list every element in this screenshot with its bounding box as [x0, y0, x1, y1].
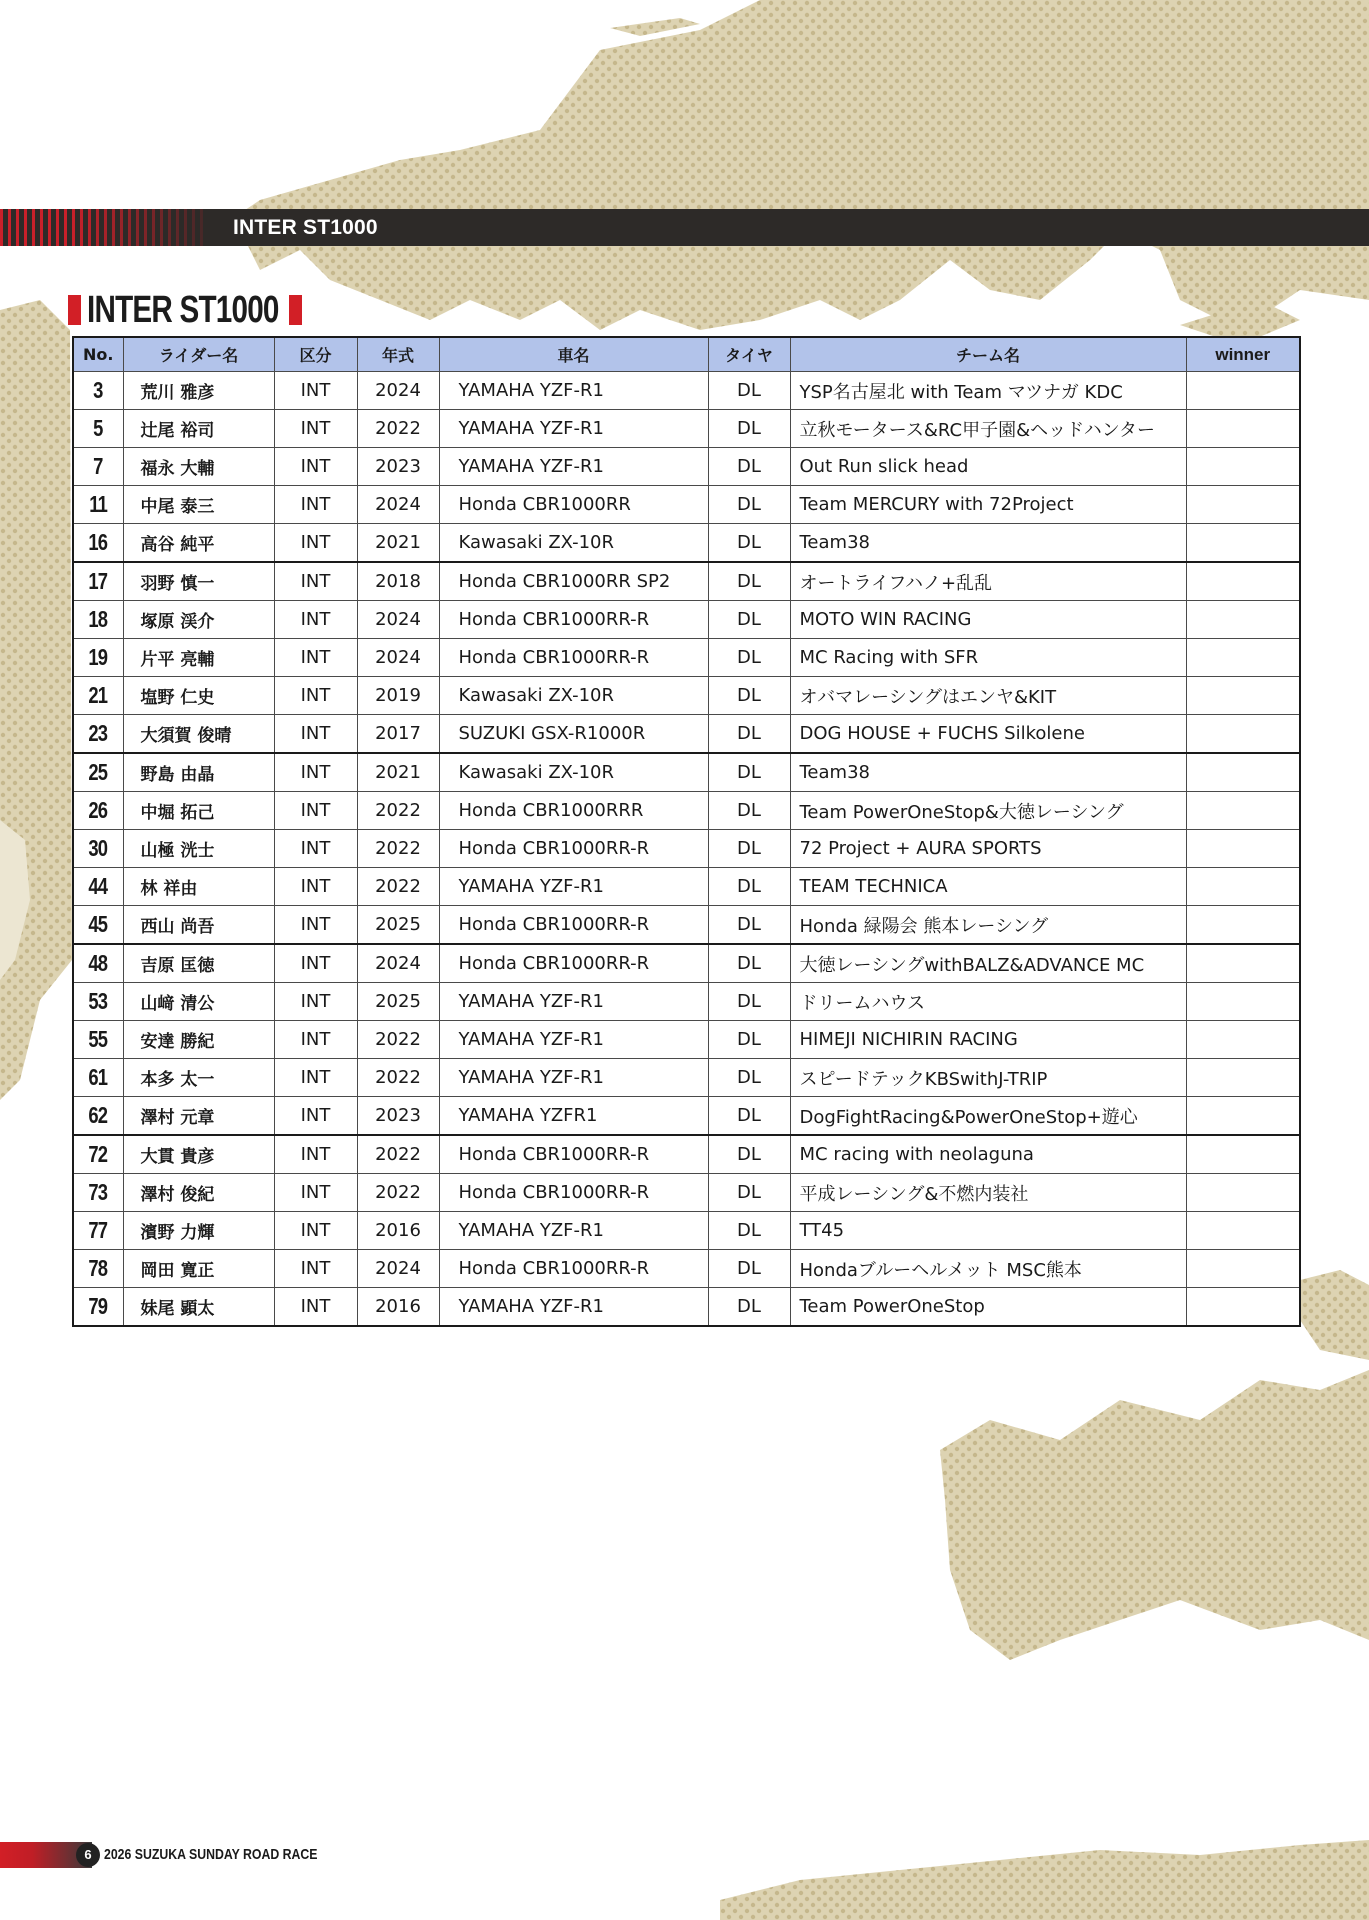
cell-rider-name: 荒川 雅彦: [123, 372, 274, 410]
cell-tire: DL: [708, 677, 790, 715]
cell-tire: DL: [708, 753, 790, 792]
cell-no: [73, 639, 123, 677]
cell-class: INT: [274, 639, 357, 677]
cell-tire: DL: [708, 983, 790, 1021]
cell-rider-name: 高谷 純平: [123, 524, 274, 563]
cell-class: INT: [274, 677, 357, 715]
cell-no: [73, 944, 123, 983]
cell-no: [73, 1250, 123, 1288]
map-landmass-bottom: [720, 1840, 1369, 1920]
cell-tire: DL: [708, 1212, 790, 1250]
cell-year: 2022: [357, 830, 439, 868]
cell-team: Team38: [790, 753, 1186, 792]
cell-machine: YAMAHA YZF-R1: [439, 1288, 708, 1327]
cell-winner: [1186, 1250, 1300, 1288]
cell-tire: DL: [708, 906, 790, 945]
cell-no-text: 55: [88, 1026, 108, 1052]
cell-no-text: 44: [88, 873, 108, 899]
cell-tire: DL: [708, 944, 790, 983]
cell-no: [73, 601, 123, 639]
cell-class: INT: [274, 715, 357, 754]
cell-no: [73, 715, 123, 754]
cell-no: [73, 486, 123, 524]
cell-year: 2021: [357, 753, 439, 792]
cell-no: [73, 1097, 123, 1136]
cell-no: [73, 792, 123, 830]
cell-no-text: 7: [93, 453, 103, 479]
cell-year: 2016: [357, 1288, 439, 1327]
cell-no: [73, 906, 123, 945]
section-title-text: INTER ST1000: [87, 288, 279, 331]
cell-tire: DL: [708, 830, 790, 868]
header-band-title: INTER ST1000: [233, 216, 378, 239]
table-row: [73, 1021, 1300, 1059]
cell-team: 大徳レーシングwithBALZ&ADVANCE MC: [790, 944, 1186, 983]
cell-no-text: 26: [88, 797, 108, 823]
cell-winner: [1186, 410, 1300, 448]
cell-team: 立秋モータース&RC甲子園&ヘッドハンター: [790, 410, 1186, 448]
cell-tire: DL: [708, 1250, 790, 1288]
cell-winner: [1186, 830, 1300, 868]
cell-team: TEAM TECHNICA: [790, 868, 1186, 906]
cell-team: オートライフハノ+乱乱: [790, 562, 1186, 601]
cell-no: [73, 983, 123, 1021]
table-row: [73, 1135, 1300, 1174]
cell-year: 2023: [357, 448, 439, 486]
cell-rider-name: 羽野 慎一: [123, 562, 274, 601]
cell-team: MC racing with neolaguna: [790, 1135, 1186, 1174]
cell-no-text: 73: [88, 1179, 108, 1205]
cell-winner: [1186, 372, 1300, 410]
header-stripes-decoration: [0, 209, 205, 246]
cell-team: DogFightRacing&PowerOneStop+遊心: [790, 1097, 1186, 1136]
cell-machine: YAMAHA YZF-R1: [439, 372, 708, 410]
entry-list-table: [72, 336, 1301, 1327]
cell-year: 2024: [357, 1250, 439, 1288]
table-row: [73, 792, 1300, 830]
cell-year: 2024: [357, 372, 439, 410]
cell-class: INT: [274, 1174, 357, 1212]
table-row: [73, 410, 1300, 448]
cell-class: INT: [274, 372, 357, 410]
table-row: [73, 868, 1300, 906]
footer-publication-title: 2026 SUZUKA SUNDAY ROAD RACE: [104, 1846, 318, 1863]
cell-no: [73, 1174, 123, 1212]
cell-rider-name: 片平 亮輔: [123, 639, 274, 677]
cell-team: Team MERCURY with 72Project: [790, 486, 1186, 524]
cell-no-text: 23: [88, 720, 108, 746]
cell-tire: DL: [708, 448, 790, 486]
cell-no-text: 16: [88, 529, 108, 555]
cell-team: スピードテックKBSwithJ-TRIP: [790, 1059, 1186, 1097]
cell-team: DOG HOUSE + FUCHS Silkolene: [790, 715, 1186, 754]
cell-rider-name: 安達 勝紀: [123, 1021, 274, 1059]
table-row: [73, 524, 1300, 563]
cell-year: 2025: [357, 906, 439, 945]
cell-rider-name: 本多 太一: [123, 1059, 274, 1097]
cell-rider-name: 澤村 俊紀: [123, 1174, 274, 1212]
cell-no: [73, 830, 123, 868]
cell-no: [73, 562, 123, 601]
table-row: [73, 1174, 1300, 1212]
cell-no-text: 18: [88, 606, 108, 632]
section-title-marker-right: [289, 295, 302, 325]
cell-year: 2023: [357, 1097, 439, 1136]
cell-winner: [1186, 601, 1300, 639]
cell-winner: [1186, 524, 1300, 563]
cell-year: 2024: [357, 944, 439, 983]
cell-no-text: 61: [88, 1064, 108, 1090]
cell-tire: DL: [708, 372, 790, 410]
cell-machine: YAMAHA YZFR1: [439, 1097, 708, 1136]
cell-class: INT: [274, 830, 357, 868]
cell-year: 2017: [357, 715, 439, 754]
cell-class: INT: [274, 562, 357, 601]
map-landmass-lower-right: [940, 1370, 1369, 1660]
cell-tire: DL: [708, 524, 790, 563]
cell-rider-name: 大須賀 俊晴: [123, 715, 274, 754]
col-header-team: チーム名: [790, 337, 1186, 372]
cell-tire: DL: [708, 1021, 790, 1059]
cell-winner: [1186, 792, 1300, 830]
cell-no: [73, 1135, 123, 1174]
cell-year: 2016: [357, 1212, 439, 1250]
cell-rider-name: 山﨑 清公: [123, 983, 274, 1021]
cell-year: 2022: [357, 410, 439, 448]
cell-class: INT: [274, 906, 357, 945]
cell-rider-name: 中尾 泰三: [123, 486, 274, 524]
cell-team: HIMEJI NICHIRIN RACING: [790, 1021, 1186, 1059]
cell-rider-name: 山極 洸士: [123, 830, 274, 868]
cell-no-text: 5: [93, 415, 103, 441]
cell-year: 2022: [357, 792, 439, 830]
cell-no: [73, 1212, 123, 1250]
cell-no-text: 77: [88, 1217, 108, 1243]
cell-rider-name: 妹尾 顕太: [123, 1288, 274, 1327]
cell-machine: Honda CBR1000RRR: [439, 792, 708, 830]
cell-year: 2019: [357, 677, 439, 715]
table-body: [73, 372, 1300, 1327]
table-row: [73, 715, 1300, 754]
cell-winner: [1186, 677, 1300, 715]
table-row: [73, 486, 1300, 524]
table-row: [73, 677, 1300, 715]
cell-machine: YAMAHA YZF-R1: [439, 868, 708, 906]
cell-machine: Honda CBR1000RR-R: [439, 1174, 708, 1212]
cell-machine: YAMAHA YZF-R1: [439, 410, 708, 448]
cell-year: 2022: [357, 1135, 439, 1174]
cell-no-text: 3: [93, 377, 103, 403]
cell-no: [73, 524, 123, 563]
cell-tire: DL: [708, 486, 790, 524]
cell-winner: [1186, 944, 1300, 983]
cell-rider-name: 塚原 渓介: [123, 601, 274, 639]
col-header-no: No.: [73, 337, 123, 372]
cell-winner: [1186, 715, 1300, 754]
col-header-year: 年式: [357, 337, 439, 372]
cell-winner: [1186, 448, 1300, 486]
cell-winner: [1186, 1097, 1300, 1136]
cell-machine: Honda CBR1000RR-R: [439, 906, 708, 945]
cell-team: Team PowerOneStop: [790, 1288, 1186, 1327]
table-row: [73, 1250, 1300, 1288]
section-title: [68, 288, 302, 332]
cell-class: INT: [274, 792, 357, 830]
cell-rider-name: 塩野 仁史: [123, 677, 274, 715]
cell-team: Honda 緑陽会 熊本レーシング: [790, 906, 1186, 945]
cell-class: INT: [274, 868, 357, 906]
cell-no-text: 53: [88, 988, 108, 1014]
table-row: [73, 1059, 1300, 1097]
cell-class: INT: [274, 1135, 357, 1174]
cell-class: INT: [274, 1212, 357, 1250]
cell-class: INT: [274, 410, 357, 448]
cell-machine: Honda CBR1000RR-R: [439, 830, 708, 868]
cell-winner: [1186, 983, 1300, 1021]
table-row: [73, 983, 1300, 1021]
cell-tire: DL: [708, 1174, 790, 1212]
cell-winner: [1186, 486, 1300, 524]
cell-no-text: 17: [88, 568, 108, 594]
cell-class: INT: [274, 944, 357, 983]
cell-machine: YAMAHA YZF-R1: [439, 1021, 708, 1059]
cell-team: オバマレーシングはエンヤ&KIT: [790, 677, 1186, 715]
cell-no-text: 78: [88, 1255, 108, 1281]
table-row: [73, 639, 1300, 677]
cell-class: INT: [274, 1288, 357, 1327]
section-title-marker-left: [68, 295, 81, 325]
cell-winner: [1186, 1021, 1300, 1059]
cell-rider-name: 西山 尚吾: [123, 906, 274, 945]
cell-machine: Honda CBR1000RR-R: [439, 1135, 708, 1174]
cell-team: TT45: [790, 1212, 1186, 1250]
col-header-machine: 車名: [439, 337, 708, 372]
cell-winner: [1186, 639, 1300, 677]
col-header-tire: タイヤ: [708, 337, 790, 372]
cell-class: INT: [274, 753, 357, 792]
cell-winner: [1186, 1174, 1300, 1212]
cell-winner: [1186, 1059, 1300, 1097]
cell-tire: DL: [708, 1135, 790, 1174]
cell-team: YSP名古屋北 with Team マツナガ KDC: [790, 372, 1186, 410]
cell-no: [73, 1021, 123, 1059]
cell-no-text: 19: [88, 644, 108, 670]
table-row: [73, 562, 1300, 601]
cell-year: 2024: [357, 639, 439, 677]
cell-no: [73, 1059, 123, 1097]
cell-winner: [1186, 1288, 1300, 1327]
cell-class: INT: [274, 1059, 357, 1097]
cell-year: 2018: [357, 562, 439, 601]
table-row: [73, 944, 1300, 983]
table-row: [73, 753, 1300, 792]
cell-machine: Honda CBR1000RR-R: [439, 601, 708, 639]
cell-tire: DL: [708, 1288, 790, 1327]
table-row: [73, 906, 1300, 945]
cell-class: INT: [274, 524, 357, 563]
cell-team: Out Run slick head: [790, 448, 1186, 486]
map-landmass-left: [0, 300, 72, 1100]
cell-no-text: 21: [88, 682, 108, 708]
cell-team: Team PowerOneStop&大徳レーシング: [790, 792, 1186, 830]
cell-rider-name: 林 祥由: [123, 868, 274, 906]
col-header-class: 区分: [274, 337, 357, 372]
table-row: [73, 601, 1300, 639]
cell-class: INT: [274, 1097, 357, 1136]
col-header-rider: ライダー名: [123, 337, 274, 372]
cell-machine: Kawasaki ZX-10R: [439, 524, 708, 563]
cell-team: MOTO WIN RACING: [790, 601, 1186, 639]
col-header-winner: winner: [1186, 337, 1300, 372]
cell-no-text: 45: [88, 911, 108, 937]
cell-winner: [1186, 753, 1300, 792]
table-row: [73, 1097, 1300, 1136]
cell-tire: DL: [708, 601, 790, 639]
cell-machine: Kawasaki ZX-10R: [439, 753, 708, 792]
cell-machine: YAMAHA YZF-R1: [439, 448, 708, 486]
cell-rider-name: 澤村 元章: [123, 1097, 274, 1136]
cell-year: 2022: [357, 1059, 439, 1097]
cell-year: 2024: [357, 486, 439, 524]
cell-machine: SUZUKI GSX-R1000R: [439, 715, 708, 754]
cell-winner: [1186, 562, 1300, 601]
cell-class: INT: [274, 983, 357, 1021]
cell-winner: [1186, 1135, 1300, 1174]
cell-no-text: 48: [88, 950, 108, 976]
cell-machine: Honda CBR1000RR SP2: [439, 562, 708, 601]
cell-machine: YAMAHA YZF-R1: [439, 1059, 708, 1097]
cell-tire: DL: [708, 868, 790, 906]
cell-no-text: 79: [88, 1293, 108, 1319]
cell-no: [73, 1288, 123, 1327]
table-row: [73, 830, 1300, 868]
cell-no: [73, 677, 123, 715]
cell-machine: Honda CBR1000RR-R: [439, 639, 708, 677]
cell-no-text: 11: [89, 491, 108, 517]
cell-class: INT: [274, 1250, 357, 1288]
cell-no-text: 62: [88, 1102, 108, 1128]
cell-no-text: 30: [88, 835, 108, 861]
cell-machine: YAMAHA YZF-R1: [439, 1212, 708, 1250]
table-header-row: [73, 337, 1300, 372]
cell-team: 72 Project + AURA SPORTS: [790, 830, 1186, 868]
cell-tire: DL: [708, 410, 790, 448]
cell-machine: Honda CBR1000RR-R: [439, 1250, 708, 1288]
cell-no-text: 72: [88, 1141, 108, 1167]
cell-tire: DL: [708, 562, 790, 601]
cell-machine: YAMAHA YZF-R1: [439, 983, 708, 1021]
page-number: 6: [76, 1843, 100, 1867]
map-landmass-right-mid: [1300, 1270, 1369, 1360]
cell-winner: [1186, 906, 1300, 945]
cell-class: INT: [274, 486, 357, 524]
cell-class: INT: [274, 1021, 357, 1059]
cell-team: MC Racing with SFR: [790, 639, 1186, 677]
cell-no: [73, 410, 123, 448]
cell-rider-name: 辻尾 裕司: [123, 410, 274, 448]
cell-no-text: 25: [88, 759, 108, 785]
cell-year: 2021: [357, 524, 439, 563]
cell-year: 2022: [357, 1174, 439, 1212]
table-row: [73, 448, 1300, 486]
cell-tire: DL: [708, 792, 790, 830]
cell-winner: [1186, 868, 1300, 906]
cell-winner: [1186, 1212, 1300, 1250]
table-row: [73, 372, 1300, 410]
cell-machine: Honda CBR1000RR: [439, 486, 708, 524]
header-band: [0, 209, 1369, 246]
cell-no: [73, 753, 123, 792]
cell-rider-name: 中堀 拓己: [123, 792, 274, 830]
cell-rider-name: 濱野 力輝: [123, 1212, 274, 1250]
cell-rider-name: 大貫 貴彦: [123, 1135, 274, 1174]
cell-year: 2022: [357, 1021, 439, 1059]
cell-machine: Kawasaki ZX-10R: [439, 677, 708, 715]
cell-tire: DL: [708, 639, 790, 677]
cell-year: 2025: [357, 983, 439, 1021]
cell-tire: DL: [708, 715, 790, 754]
cell-rider-name: 野島 由晶: [123, 753, 274, 792]
cell-no: [73, 372, 123, 410]
cell-tire: DL: [708, 1059, 790, 1097]
table-row: [73, 1212, 1300, 1250]
cell-no: [73, 448, 123, 486]
cell-team: Team38: [790, 524, 1186, 563]
cell-rider-name: 福永 大輔: [123, 448, 274, 486]
cell-tire: DL: [708, 1097, 790, 1136]
cell-team: 平成レーシング&不燃内装社: [790, 1174, 1186, 1212]
table-row: [73, 1288, 1300, 1327]
cell-machine: Honda CBR1000RR-R: [439, 944, 708, 983]
cell-class: INT: [274, 601, 357, 639]
cell-year: 2024: [357, 601, 439, 639]
cell-team: Hondaブルーヘルメット MSC熊本: [790, 1250, 1186, 1288]
cell-no: [73, 868, 123, 906]
cell-year: 2022: [357, 868, 439, 906]
cell-team: ドリームハウス: [790, 983, 1186, 1021]
cell-rider-name: 岡田 寛正: [123, 1250, 274, 1288]
cell-class: INT: [274, 448, 357, 486]
cell-rider-name: 吉原 匡徳: [123, 944, 274, 983]
